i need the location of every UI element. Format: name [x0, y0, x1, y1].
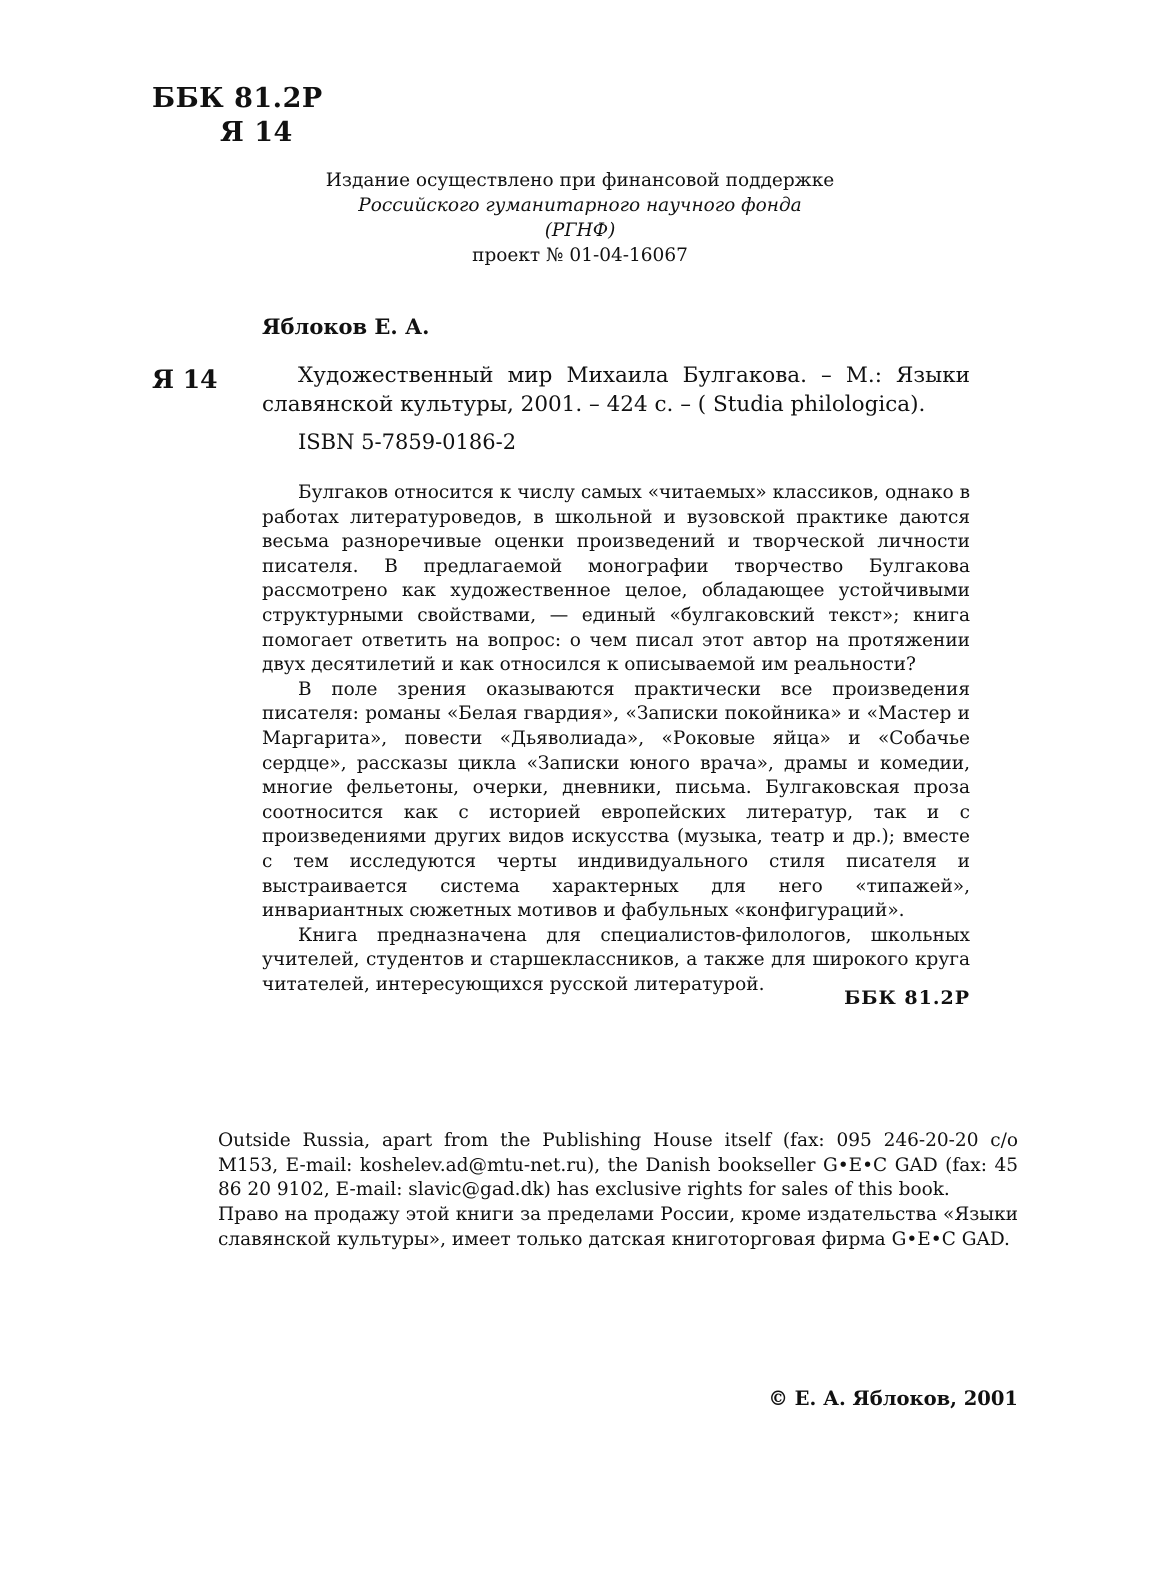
bibliographic-description [262, 361, 970, 419]
abstract-paragraph-1: Булгаков относится к числу самых «читаемых» классиков, однако в работах литературоведов, в школьной и вузовской практике даются весьма разноречивые оценки произведений и творческой личности писателя. В предлагаемой монографии творчество Булгакова рассмотрено как художественное целое, обладающее устойчивыми структурными свойствами, — единый «булгаковский текст»; книга помогает ответить на вопрос: о чем писал этот автор на протяжении двух десятилетий и как относился к описываемой им реальности? [262, 482, 970, 676]
abstract-paragraph-2: В поле зрения оказываются практически все произведения писателя: романы «Белая гвардия», «Записки покойника» и «Мастер и Маргарита», повести «Дьяволиада», «Роковые яйца» и «Собачье сердце», рассказы цикла «Записки юного врача», драмы и комедии, многие фельетоны, очерки, дневники, письма. Булгаковская проза соотносится как с историей европейских литератур, так и с произведениями других видов искусства (музыка, театр и др.); вместе с тем исследуются черты индивидуального стиля писателя и выстраивается система характерных для него «типажей», инвариантных сюжетных мотивов и фабульных «конфигураций». [262, 678, 970, 922]
funding-project-number: проект № 01-04-16067 [472, 245, 688, 266]
funding-line-1: Издание осуществлено при финансовой поддержке [325, 170, 835, 191]
bbk-code: ББК 81.2Р [152, 83, 323, 114]
book-abstract [262, 481, 970, 997]
distribution-notice-russian: Право на продажу этой книги за пределами России, кроме издательства «Языки славянской культуры», имеет только датская книготорговая фирма G•E•C GAD. [218, 1204, 1018, 1250]
author-sign-code: Я 14 [220, 117, 293, 148]
abstract-paragraph-3: Книга предназначена для специалистов-филологов, школьных учителей, студентов и старшеклассников, а также для широкого круга читателей, интересующихся русской литературой. [262, 924, 970, 995]
catalog-author-sign: Я 14 [152, 365, 218, 394]
copyright-notice: © Е. А. Яблоков, 2001 [768, 1387, 1018, 1410]
abstract-bbk-code: ББК 81.2Р [844, 987, 970, 1009]
library-classification [152, 82, 323, 150]
author-name: Яблоков Е. А. [262, 314, 430, 339]
bibliographic-text: Художественный мир Михаила Булгакова. – М.: Языки славянской культуры, 2001. – 424 с. – ( Studia philologica). [262, 363, 970, 417]
distribution-notice-english: Outside Russia, apart from the Publishing House itself (fax: 095 246-20-20 c/o M153, E-mail: koshelev.ad@mtu-net.ru), the Danish bookseller G•E•C GAD (fax: 45 86 20 9102, E-mail: slavic@gad.dk) has exclusive rights for sales of this book. [218, 1130, 1018, 1200]
funding-line-3: (РГНФ) [544, 220, 616, 241]
funding-notice [300, 168, 860, 268]
funding-line-2: Российского гуманитарного научного фонда [358, 195, 802, 216]
isbn: ISBN 5-7859-0186-2 [298, 430, 517, 454]
